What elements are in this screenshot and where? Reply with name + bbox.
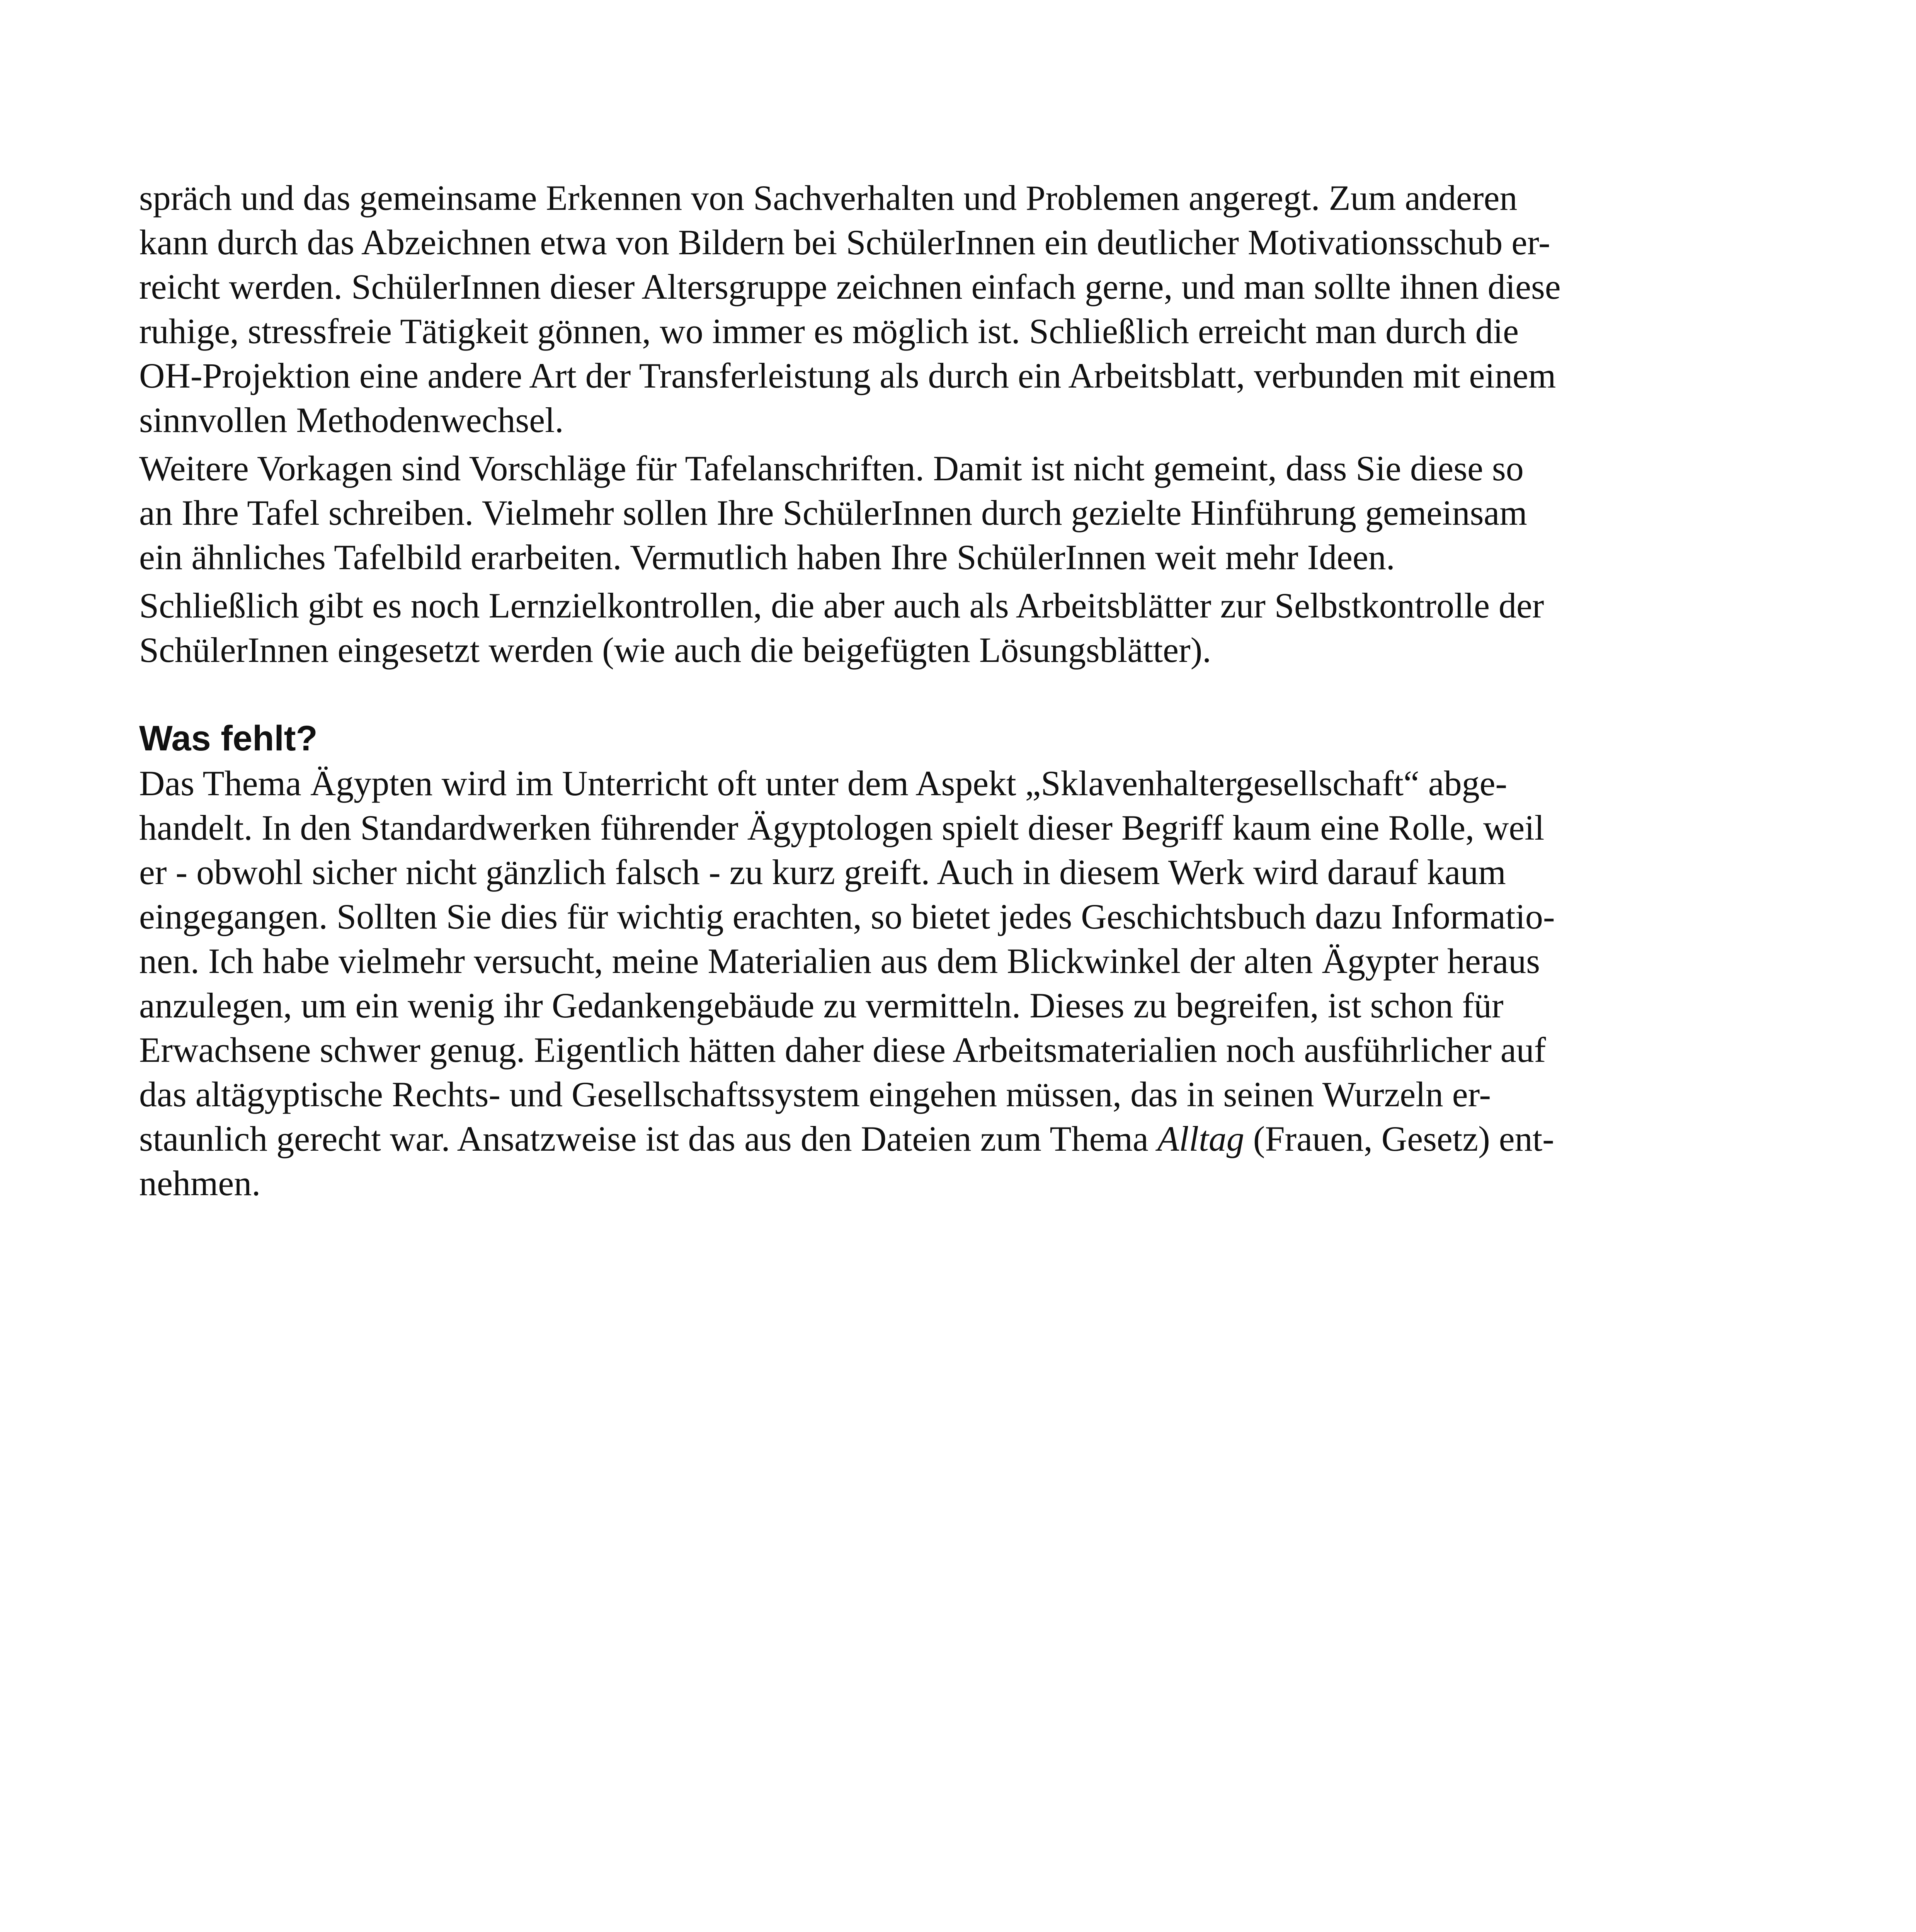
- paragraph-2: [139, 446, 1710, 580]
- text-line: nehmen.: [139, 1163, 261, 1203]
- paragraph-1: [139, 176, 1710, 442]
- text-line-with-italic: [139, 1117, 1710, 1161]
- text-line: handelt. In den Standardwerken führender Ägyptologen spielt dieser Begriff kaum eine Rolle, weil: [139, 808, 1545, 847]
- text-line: anzulegen, um ein wenig ihr Gedankengebäude zu vermitteln. Dieses zu begreifen, ist schon für: [139, 986, 1504, 1025]
- text-line: an Ihre Tafel schreiben. Vielmehr sollen Ihre SchülerInnen durch gezielte Hinführung gemeinsam: [139, 493, 1527, 532]
- text-line: OH-Projektion eine andere Art der Transferleistung als durch ein Arbeitsblatt, verbunden mit einem: [139, 356, 1556, 395]
- text-line: Schließlich gibt es noch Lernzielkontrollen, die aber auch als Arbeitsblätter zur Selbstkontrolle der: [139, 586, 1544, 625]
- text-line: er - obwohl sicher nicht gänzlich falsch - zu kurz greift. Auch in diesem Werk wird darauf kaum: [139, 852, 1506, 892]
- section-heading: Was fehlt?: [139, 719, 318, 758]
- text-line: das altägyptische Rechts- und Gesellschaftssystem eingehen müssen, das in seinen Wurzeln er-: [139, 1075, 1491, 1114]
- text-line: reicht werden. SchülerInnen dieser Altersgruppe zeichnen einfach gerne, und man sollte ihnen diese: [139, 267, 1561, 306]
- text-line: Erwachsene schwer genug. Eigentlich hätten daher diese Arbeitsmaterialien noch ausführlicher auf: [139, 1030, 1546, 1070]
- document-body: [139, 176, 1710, 1206]
- text-segment: (Frauen, Gesetz) ent-: [1244, 1119, 1554, 1158]
- section-paragraph: [139, 761, 1710, 1206]
- text-line: eingegangen. Sollten Sie dies für wichtig erachten, so bietet jedes Geschichtsbuch dazu Informatio-: [139, 897, 1555, 936]
- text-line: ein ähnliches Tafelbild erarbeiten. Vermutlich haben Ihre SchülerInnen weit mehr Ideen.: [139, 537, 1395, 577]
- text-line: nen. Ich habe vielmehr versucht, meine Materialien aus dem Blickwinkel der alten Ägypter heraus: [139, 941, 1540, 981]
- italic-term: Alltag: [1157, 1119, 1244, 1158]
- text-segment: staunlich gerecht war. Ansatzweise ist das aus den Dateien zum Thema: [139, 1119, 1157, 1158]
- text-line: sinnvollen Methodenwechsel.: [139, 400, 564, 440]
- paragraph-3: [139, 583, 1710, 672]
- text-line: ruhige, stressfreie Tätigkeit gönnen, wo immer es möglich ist. Schließlich erreicht man durch die: [139, 311, 1519, 351]
- text-line: SchülerInnen eingesetzt werden (wie auch die beigefügten Lösungsblätter).: [139, 630, 1212, 670]
- text-line: Weitere Vorkagen sind Vorschläge für Tafelanschriften. Damit ist nicht gemeint, dass Sie diese so: [139, 449, 1524, 488]
- text-line: kann durch das Abzeichnen etwa von Bildern bei SchülerInnen ein deutlicher Motivationsschub er-: [139, 223, 1550, 262]
- text-line: Das Thema Ägypten wird im Unterricht oft unter dem Aspekt „Sklavenhaltergesellschaft“ abge-: [139, 764, 1508, 803]
- text-line: spräch und das gemeinsame Erkennen von Sachverhalten und Problemen angeregt. Zum anderen: [139, 178, 1518, 218]
